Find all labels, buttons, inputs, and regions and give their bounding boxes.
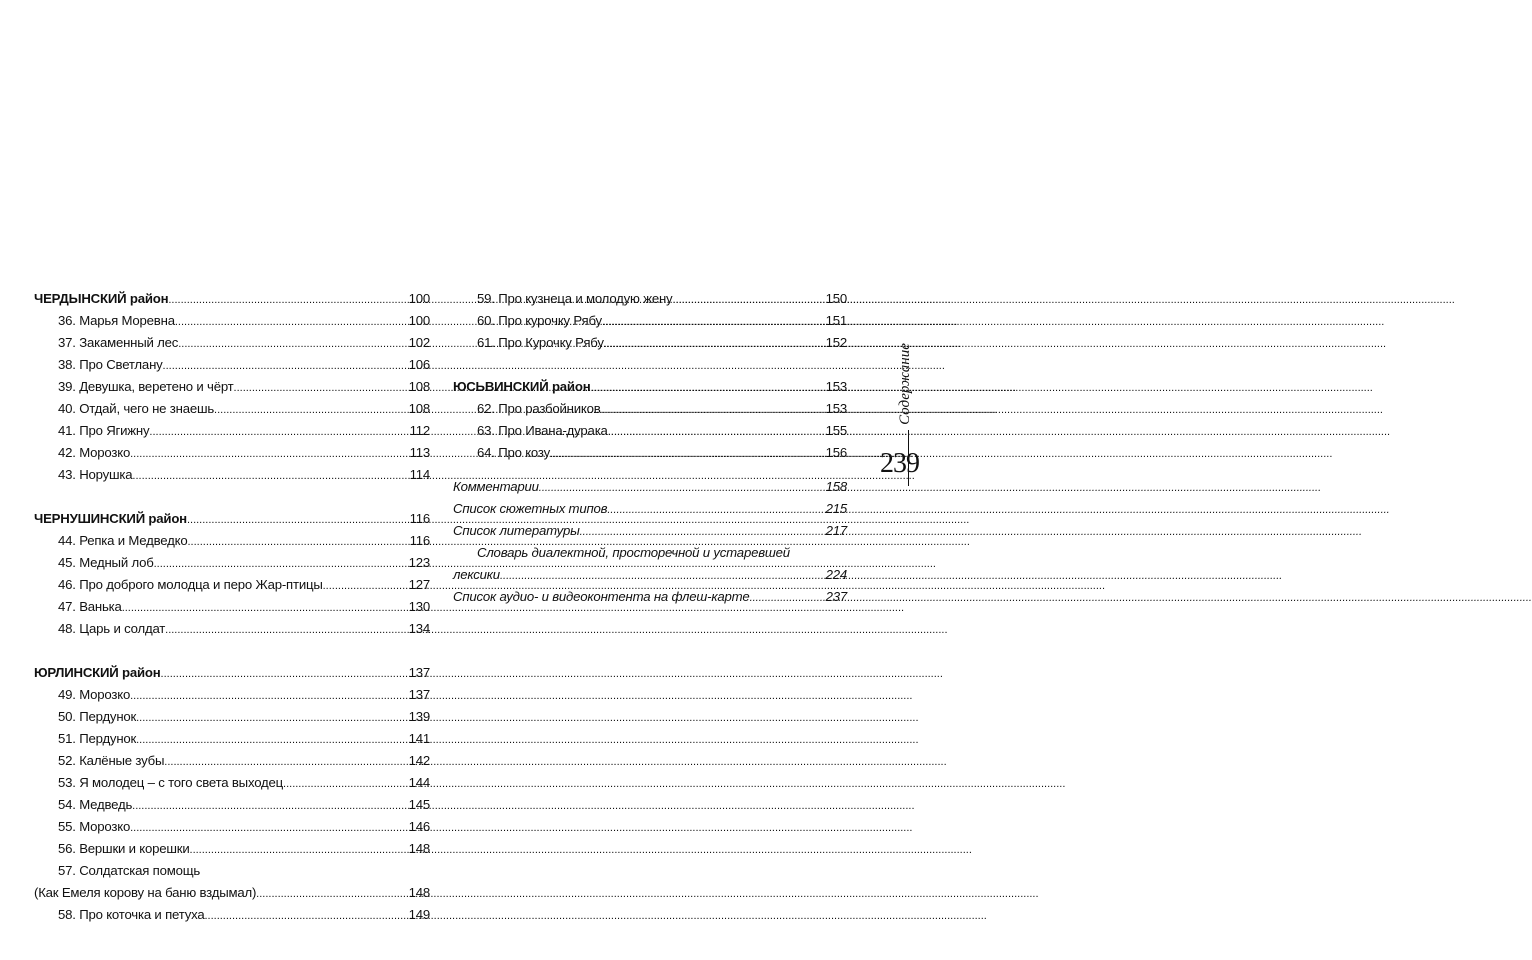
toc-page-number: 142: [408, 753, 430, 768]
toc-entry: [34, 618, 430, 640]
dot-leader: [214, 398, 409, 421]
toc-entry: [453, 564, 847, 586]
dot-leader: [750, 586, 826, 609]
page-number: 239: [880, 448, 919, 479]
toc-page-number: 127: [408, 577, 430, 592]
toc-entry: [453, 288, 847, 310]
toc-page-number: 114: [409, 467, 430, 482]
dot-leader: [283, 772, 409, 795]
toc-entry-title: 36. Марья Моревна: [58, 313, 175, 328]
toc-section-heading: [34, 662, 430, 684]
dot-leader: [163, 354, 409, 377]
dot-leader: [132, 464, 409, 487]
dot-leader: [590, 376, 825, 399]
toc-page-number: 141: [408, 731, 430, 746]
toc-entry-title: лексики: [453, 567, 500, 582]
toc-right-column: [453, 288, 847, 608]
toc-entry: [453, 310, 847, 332]
toc-section-heading: [34, 508, 430, 530]
toc-page-number: 130: [408, 599, 430, 614]
toc-entry: [34, 706, 430, 728]
toc-page-number: 153: [825, 401, 847, 416]
toc-page-number: 145: [408, 797, 430, 812]
toc-entry: [34, 464, 430, 486]
dot-leader: [122, 596, 409, 619]
dot-leader: [190, 838, 409, 861]
toc-page-number: 155: [825, 423, 847, 438]
toc-entry: [453, 586, 847, 608]
toc-section-heading: [34, 288, 430, 310]
toc-entry-title: ЧЕРНУШИНСКИЙ район: [34, 511, 187, 526]
toc-page-number: 151: [825, 313, 847, 328]
toc-entry-title: 38. Про Светлану: [58, 357, 163, 372]
dot-leader: [234, 376, 409, 399]
toc-page-number: 123: [408, 555, 430, 570]
toc-page-number: 108: [408, 401, 430, 416]
toc-page-number: 224: [825, 567, 847, 582]
toc-entry: [34, 728, 430, 750]
toc-page-number: 100: [408, 313, 430, 328]
dot-leader: [130, 816, 409, 839]
dot-leader: [580, 520, 826, 543]
toc-entry-title: 58. Про коточка и петуха: [58, 907, 205, 922]
dot-leader: [136, 706, 408, 729]
toc-page-number: 153: [825, 379, 847, 394]
dot-leader: [672, 288, 825, 311]
toc-entry: [453, 332, 847, 354]
toc-entry-title: 53. Я молодец – с того света выходец: [58, 775, 284, 790]
section-gap: [34, 486, 430, 508]
dot-leader: [500, 564, 826, 587]
toc-entry-title: Список литературы: [453, 523, 580, 538]
dot-leader: [136, 728, 408, 751]
dot-leader: [168, 288, 408, 311]
toc-entry: [34, 860, 430, 882]
toc-entry-title: 42. Морозко: [58, 445, 131, 460]
toc-page-number: 146: [408, 819, 430, 834]
toc-entry: [34, 772, 430, 794]
toc-page-number: 149: [408, 907, 430, 922]
dot-leader: [130, 684, 409, 707]
dot-leader: [187, 508, 410, 531]
toc-entry-title: 48. Царь и солдат: [58, 621, 166, 636]
dot-leader: [130, 442, 409, 465]
toc-appendix: [453, 476, 847, 608]
toc-entry: [34, 794, 430, 816]
toc-entry: [34, 442, 430, 464]
toc-page-number: 116: [409, 533, 430, 548]
toc-entry-title: 45. Медный лоб: [58, 555, 154, 570]
toc-entry: [34, 684, 430, 706]
toc-entry: [34, 574, 430, 596]
toc-entry: [453, 520, 847, 542]
dot-leader: [256, 882, 408, 905]
toc-entry: [34, 354, 430, 376]
toc-page-number: 152: [825, 335, 847, 350]
toc-page-number: 134: [408, 621, 430, 636]
dot-leader: [607, 498, 825, 521]
dot-leader: [175, 310, 409, 333]
toc-page-number: 108: [408, 379, 430, 394]
toc-entry-title: 54. Медведь: [58, 797, 133, 812]
toc-entry: [34, 904, 430, 926]
toc-entry: [34, 816, 430, 838]
toc-entry-title: 43. Норушка: [58, 467, 133, 482]
toc-page-number: 137: [408, 665, 430, 680]
toc-entry-title: Комментарии: [453, 479, 539, 494]
toc-entry-title: 63. Про Ивана-дурака: [477, 423, 608, 438]
dot-leader: [164, 750, 408, 773]
dot-leader: [165, 618, 408, 641]
dot-leader: [149, 420, 409, 443]
toc-entry-title: 37. Закаменный лес: [58, 335, 179, 350]
toc-entry-title: (Как Емеля корову на баню вздымал): [34, 885, 257, 900]
toc-entry-title: 61. Про Курочку Рябу: [477, 335, 604, 350]
toc-entry-title: 51. Пердунок: [58, 731, 137, 746]
toc-entry-title: Список аудио- и видеоконтента на флеш-карте: [453, 589, 750, 604]
toc-page-number: 148: [408, 885, 430, 900]
toc-right-entries: [453, 288, 847, 464]
toc-entry: [34, 398, 430, 420]
dot-leader: [608, 420, 826, 443]
toc-entry-title: Словарь диалектной, просторечной и устаревшей: [477, 545, 790, 560]
toc-entry-title: 60. Про курочку Рябу: [477, 313, 602, 328]
toc-page-number: 215: [825, 501, 847, 516]
toc-entry-title: 40. Отдай, чего не знаешь: [58, 401, 215, 416]
toc-page-number: 237: [825, 589, 847, 604]
running-head: [885, 336, 925, 432]
toc-entry: [34, 838, 430, 860]
toc-entry: [453, 498, 847, 520]
toc-entry-title: 46. Про доброго молодца и перо Жар-птицы: [58, 577, 323, 592]
toc-entry: [34, 376, 430, 398]
toc-page-number: 116: [409, 511, 430, 526]
toc-entry: [34, 596, 430, 618]
toc-entry: [34, 310, 430, 332]
toc-page-number: 100: [408, 291, 430, 306]
dot-leader: [132, 794, 408, 817]
toc-page-number: 139: [408, 709, 430, 724]
section-gap: [453, 354, 847, 376]
toc-page-number: 148: [408, 841, 430, 856]
toc-page-number: 106: [408, 357, 430, 372]
toc-entry-title: 64. Про козу: [477, 445, 551, 460]
dot-leader: [601, 398, 826, 421]
toc-entry: [34, 530, 430, 552]
toc-entry: [34, 750, 430, 772]
toc-page-number: 113: [409, 445, 430, 460]
dot-leader: [178, 332, 408, 355]
toc-entry-title: 50. Пердунок: [58, 709, 137, 724]
toc-entry: [453, 420, 847, 442]
dot-leader: [154, 552, 409, 575]
toc-page-number: 158: [825, 479, 847, 494]
toc-page-number: 150: [825, 291, 847, 306]
dot-leader: [604, 332, 826, 355]
running-head-text: Содержание: [897, 343, 913, 425]
toc-entry: [34, 552, 430, 574]
toc-entry-title: 59. Про кузнеца и молодую жену: [477, 291, 673, 306]
toc-section-heading: [453, 376, 847, 398]
toc-page-number: 144: [408, 775, 430, 790]
toc-entry-title: ЮРЛИНСКИЙ район: [34, 665, 161, 680]
toc-entry-title: 57. Солдатская помощь: [58, 863, 201, 878]
toc-entry: [34, 882, 430, 904]
toc-entry-title: Список сюжетных типов: [453, 501, 608, 516]
toc-left-column: [34, 288, 430, 926]
toc-entry-title: 55. Морозко: [58, 819, 131, 834]
toc-entry: [34, 332, 430, 354]
dot-leader: [539, 476, 826, 499]
toc-entry: [34, 420, 430, 442]
toc-page-number: 137: [408, 687, 430, 702]
dot-leader: [550, 442, 826, 465]
toc-page-number: 156: [825, 445, 847, 460]
dot-leader: [188, 530, 410, 553]
dot-leader: [323, 574, 409, 597]
toc-entry-title: 62. Про разбойников: [477, 401, 601, 416]
toc-page-number: 217: [825, 523, 847, 538]
toc-entry-title: 41. Про Ягижну: [58, 423, 150, 438]
toc-entry-title: 39. Девушка, веретено и чёрт: [58, 379, 234, 394]
toc-entry-title: ЧЕРДЫНСКИЙ район: [34, 291, 169, 306]
toc-entry: [453, 542, 847, 564]
toc-entry-title: 47. Ванька: [58, 599, 122, 614]
section-gap: [34, 640, 430, 662]
toc-entry-title: 49. Морозко: [58, 687, 131, 702]
dot-leader: [204, 904, 408, 927]
toc-entry: [453, 398, 847, 420]
toc-entry-title: ЮСЬВИНСКИЙ район: [453, 379, 591, 394]
toc-page-number: 102: [408, 335, 430, 350]
toc-page-number: 112: [409, 423, 430, 438]
dot-leader: [602, 310, 826, 333]
dot-leader: [161, 662, 409, 685]
toc-entry-title: 52. Калёные зубы: [58, 753, 165, 768]
toc-entry: [453, 476, 847, 498]
toc-entry-title: 44. Репка и Медведко: [58, 533, 188, 548]
toc-entry-title: 56. Вершки и корешки: [58, 841, 190, 856]
toc-entry: [453, 442, 847, 464]
